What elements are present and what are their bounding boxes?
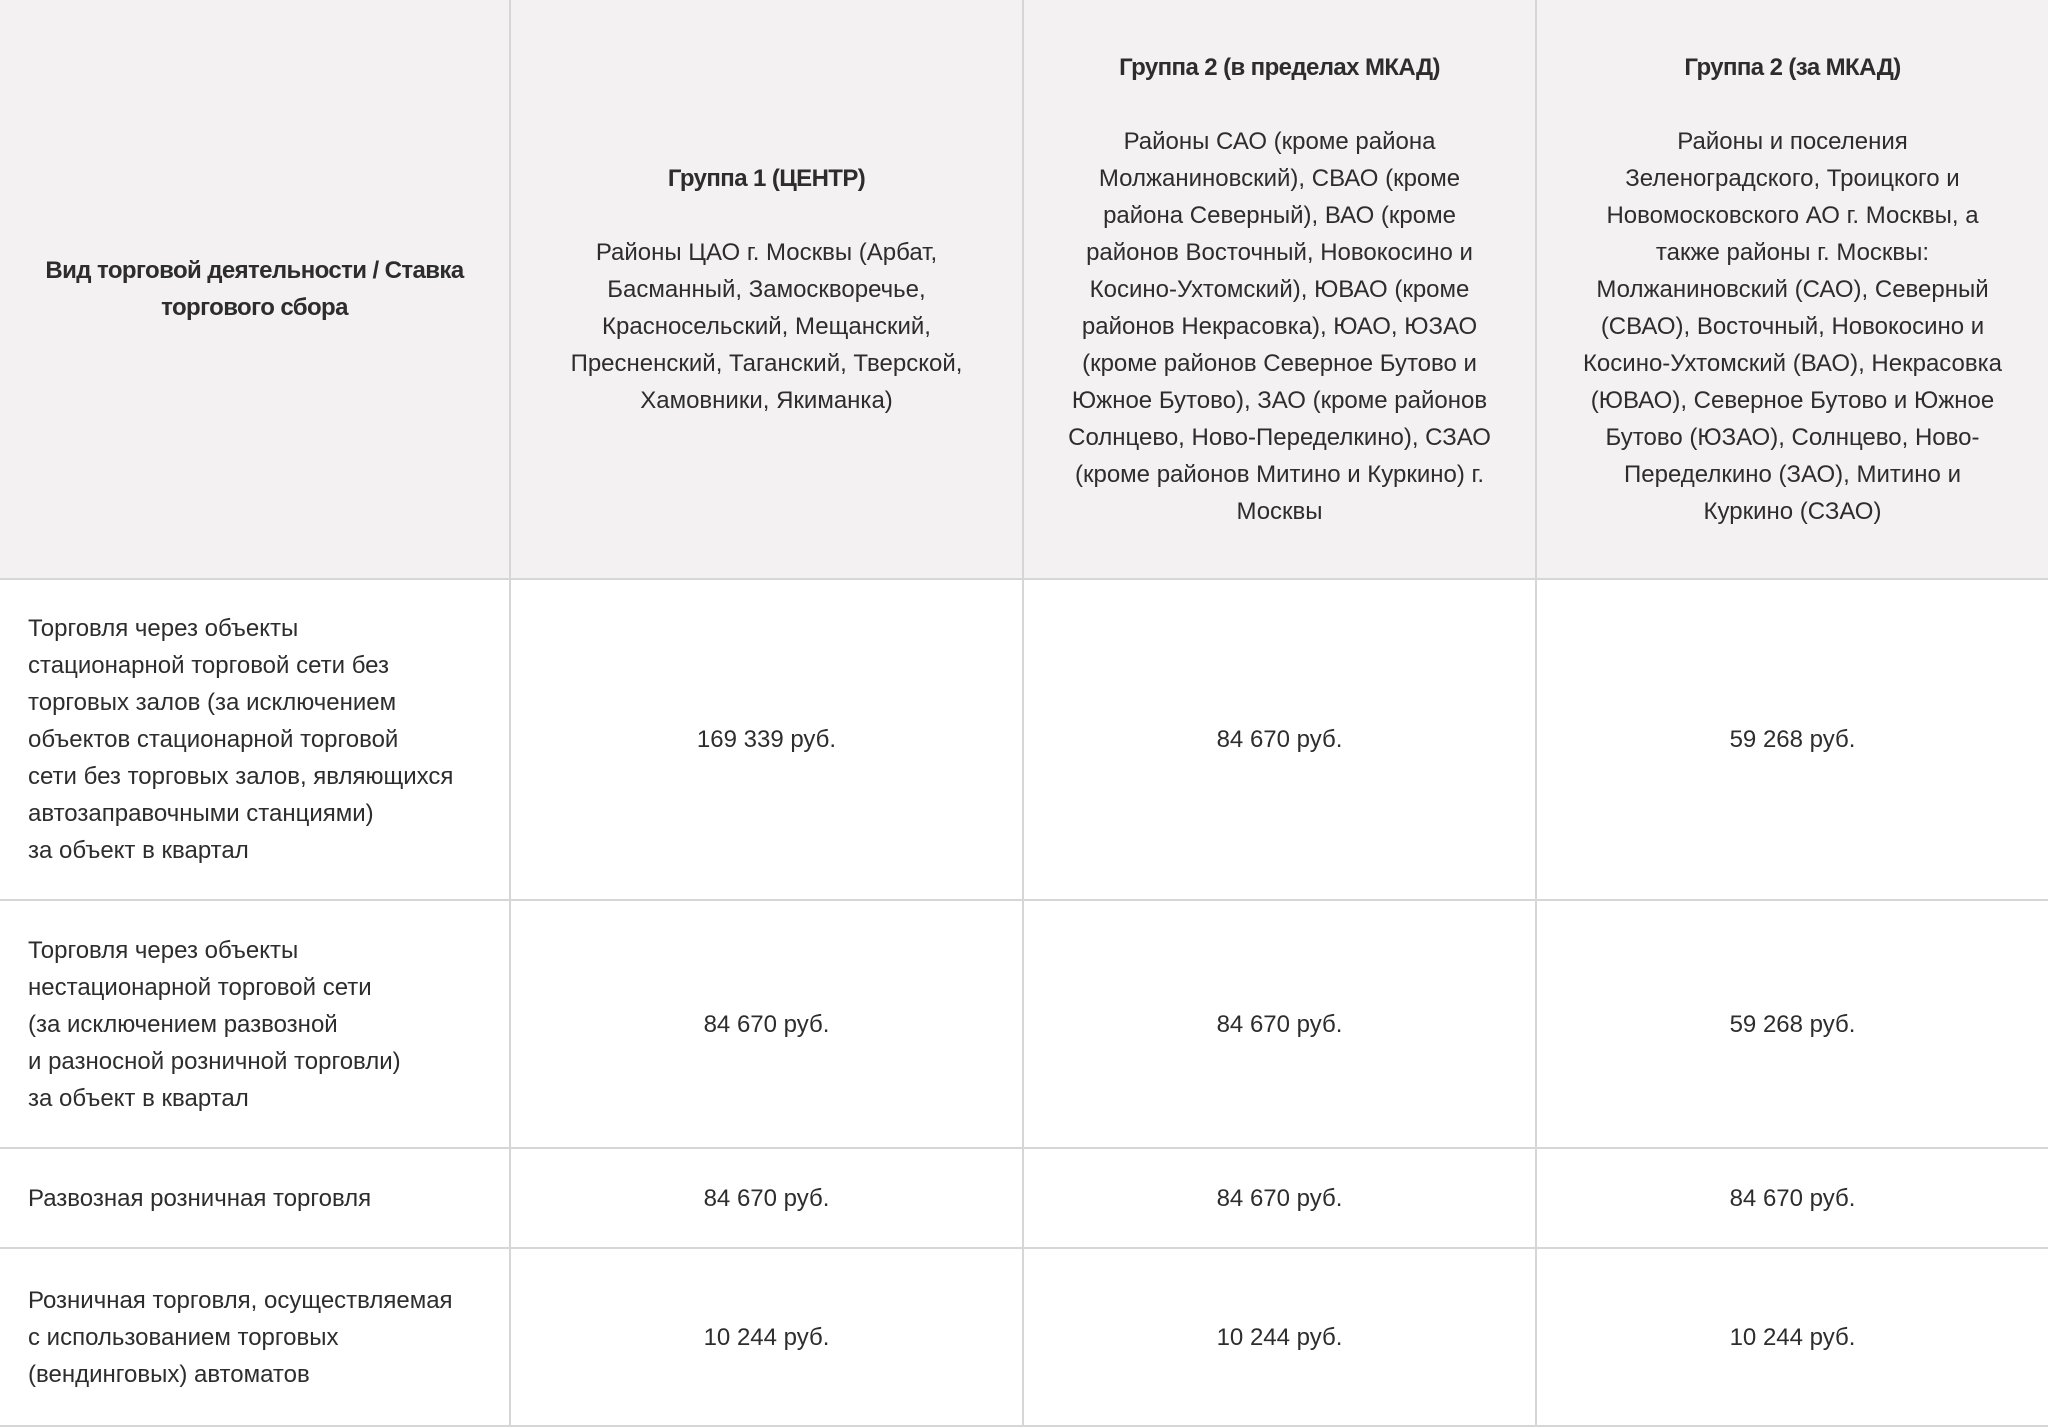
table-row: [0, 1248, 2048, 1426]
table-row: [0, 1148, 2048, 1248]
activity-line: с использованием торговых: [28, 1323, 339, 1351]
group-description: Районы и поселения Зеленоградского, Троицкого и Новомосковского АО г. Москвы, а также районы г. Москвы: Молжаниновский (САО), Северный (СВАО), Восточный, Новокосино и Косино-Ухтомский (ВАО), Некрасовка (ЮВАО), Северное Бутово и Южное Бутово (ЮЗАО), Солнцево, Ново-Переделкино (ЗАО), Митино и Куркино (СЗАО): [1582, 127, 2003, 525]
header-group-1-center: [510, 0, 1023, 579]
group-title: Группа 2 (за МКАД): [1684, 53, 1901, 81]
table-row: [0, 900, 2048, 1148]
group-description: Районы САО (кроме района Молжаниновский), СВАО (кроме района Северный), ВАО (кроме районов Восточный, Новокосино и Косино-Ухтомский), ЮВАО (кроме районов Некрасовка), ЮАО, ЮЗАО (кроме районов Северное Бутово и Южное Бутово), ЗАО (кроме районов Солнцево, Ново-Переделкино), СЗАО (кроме районов Митино и Куркино) г. Москвы: [1068, 127, 1491, 525]
activity-line: за объект в квартал: [28, 837, 249, 864]
rate-group-1: 10 244 руб.: [510, 1248, 1023, 1426]
table-body: [0, 579, 2048, 1426]
activity-line: Торговля через объекты: [28, 936, 299, 964]
header-row: [0, 0, 2048, 579]
rate-group-2-inside: 84 670 руб.: [1023, 900, 1536, 1148]
header-activity-type-label: Вид торговой деятельности / Ставка торгового сбора: [45, 257, 464, 321]
rate-group-2-outside: 10 244 руб.: [1536, 1248, 2048, 1426]
table-header: [0, 0, 2048, 579]
rate-group-2-inside: 84 670 руб.: [1023, 579, 1536, 900]
rate-group-1: 84 670 руб.: [510, 1148, 1023, 1248]
activity-line: и разносной розничной торговли): [28, 1047, 401, 1075]
activity-cell: [0, 1148, 510, 1248]
group-description: Районы ЦАО г. Москвы (Арбат, Басманный, Замоскворечье, Красносельский, Мещанский, Пресненский, Таганский, Тверской, Хамовники, Якиманка): [570, 238, 963, 414]
header-group-2-outside-mkad: [1536, 0, 2048, 579]
activity-line: Розничная торговля, осуществляемая: [28, 1286, 453, 1314]
header-activity-type: [0, 0, 510, 579]
activity-line: Торговля через объекты: [28, 615, 299, 642]
rate-group-1: 169 339 руб.: [510, 579, 1023, 900]
activity-line: (за исключением развозной: [28, 1010, 338, 1038]
activity-line: нестационарной торговой сети: [28, 973, 372, 1001]
activity-line: объектов стационарной торговой: [28, 726, 399, 753]
spacer: [1577, 86, 2008, 123]
activity-cell: [0, 900, 510, 1148]
activity-cell: [0, 1248, 510, 1426]
activity-line: автозаправочными станциями): [28, 800, 374, 827]
rate-group-2-inside: 84 670 руб.: [1023, 1148, 1536, 1248]
activity-line: за объект в квартал: [28, 1084, 249, 1112]
activity-line: (вендинговых) автоматов: [28, 1360, 310, 1388]
activity-line: стационарной торговой сети без: [28, 652, 390, 679]
group-title: Группа 1 (ЦЕНТР): [667, 164, 866, 192]
spacer: [551, 197, 982, 234]
activity-line: сети без торговых залов, являющихся: [28, 763, 454, 790]
table-row: [0, 579, 2048, 900]
rate-group-2-inside: 10 244 руб.: [1023, 1248, 1536, 1426]
activity-line: Развозная розничная торговля: [28, 1184, 372, 1212]
rate-group-2-outside: 84 670 руб.: [1536, 1148, 2048, 1248]
activity-cell: [0, 579, 510, 900]
rate-group-1: 84 670 руб.: [510, 900, 1023, 1148]
header-group-2-inside-mkad: [1023, 0, 1536, 579]
activity-line: торговых залов (за исключением: [28, 689, 397, 716]
rate-group-2-outside: 59 268 руб.: [1536, 900, 2048, 1148]
rate-group-2-outside: 59 268 руб.: [1536, 579, 2048, 900]
group-title: Группа 2 (в пределах МКАД): [1119, 53, 1440, 81]
spacer: [1064, 86, 1495, 123]
